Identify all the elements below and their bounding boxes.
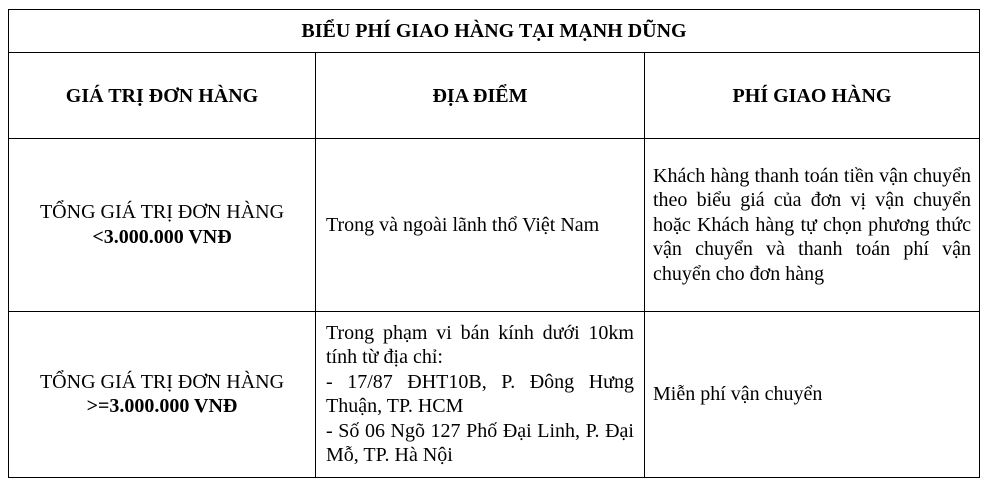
order-value-label: TỔNG GIÁ TRỊ ĐƠN HÀNG <box>39 370 285 393</box>
shipping-fee-cell <box>645 311 980 477</box>
order-value-amount: <3.000.000 VNĐ <box>92 225 232 248</box>
table-row <box>9 139 980 312</box>
location-cell <box>316 311 645 477</box>
order-value-cell <box>9 311 316 477</box>
table-title-row <box>9 10 980 53</box>
order-value-amount: >=3.000.000 VNĐ <box>86 395 238 418</box>
shipping-fee-cell <box>645 139 980 312</box>
location-text: Trong và ngoài lãnh thổ Việt Nam <box>326 213 600 236</box>
location-address-hanoi: - Số 06 Ngõ 127 Phố Đại Linh, P. Đại Mỗ, TP. Hà Nội <box>326 419 634 467</box>
table-title: BIỂU PHÍ GIAO HÀNG TẠI MẠNH DŨNG <box>9 10 980 53</box>
location-cell <box>316 139 645 312</box>
shipping-fee-text: Miễn phí vận chuyển <box>653 383 823 406</box>
header-order-value: GIÁ TRỊ ĐƠN HÀNG <box>9 53 316 139</box>
shipping-fee-table <box>8 9 980 478</box>
order-value-cell <box>9 139 316 312</box>
shipping-fee-text: Khách hàng thanh toán tiền vận chuyển theo biểu giá của đơn vị vận chuyển hoặc Khách hàng tự chọn phương thức vận chuyển và thanh toán phí vận chuyển cho đơn hàng <box>653 164 972 285</box>
order-value-label: TỔNG GIÁ TRỊ ĐƠN HÀNG <box>39 201 285 224</box>
table-header-row <box>9 53 980 139</box>
location-intro: Trong phạm vi bán kính dưới 10km tính từ địa chỉ: <box>326 321 634 369</box>
header-location: ĐỊA ĐIỂM <box>316 53 645 139</box>
header-shipping-fee: PHÍ GIAO HÀNG <box>645 53 980 139</box>
location-address-hcm: - 17/87 ĐHT10B, P. Đông Hưng Thuận, TP. HCM <box>326 370 634 418</box>
table-row <box>9 311 980 477</box>
